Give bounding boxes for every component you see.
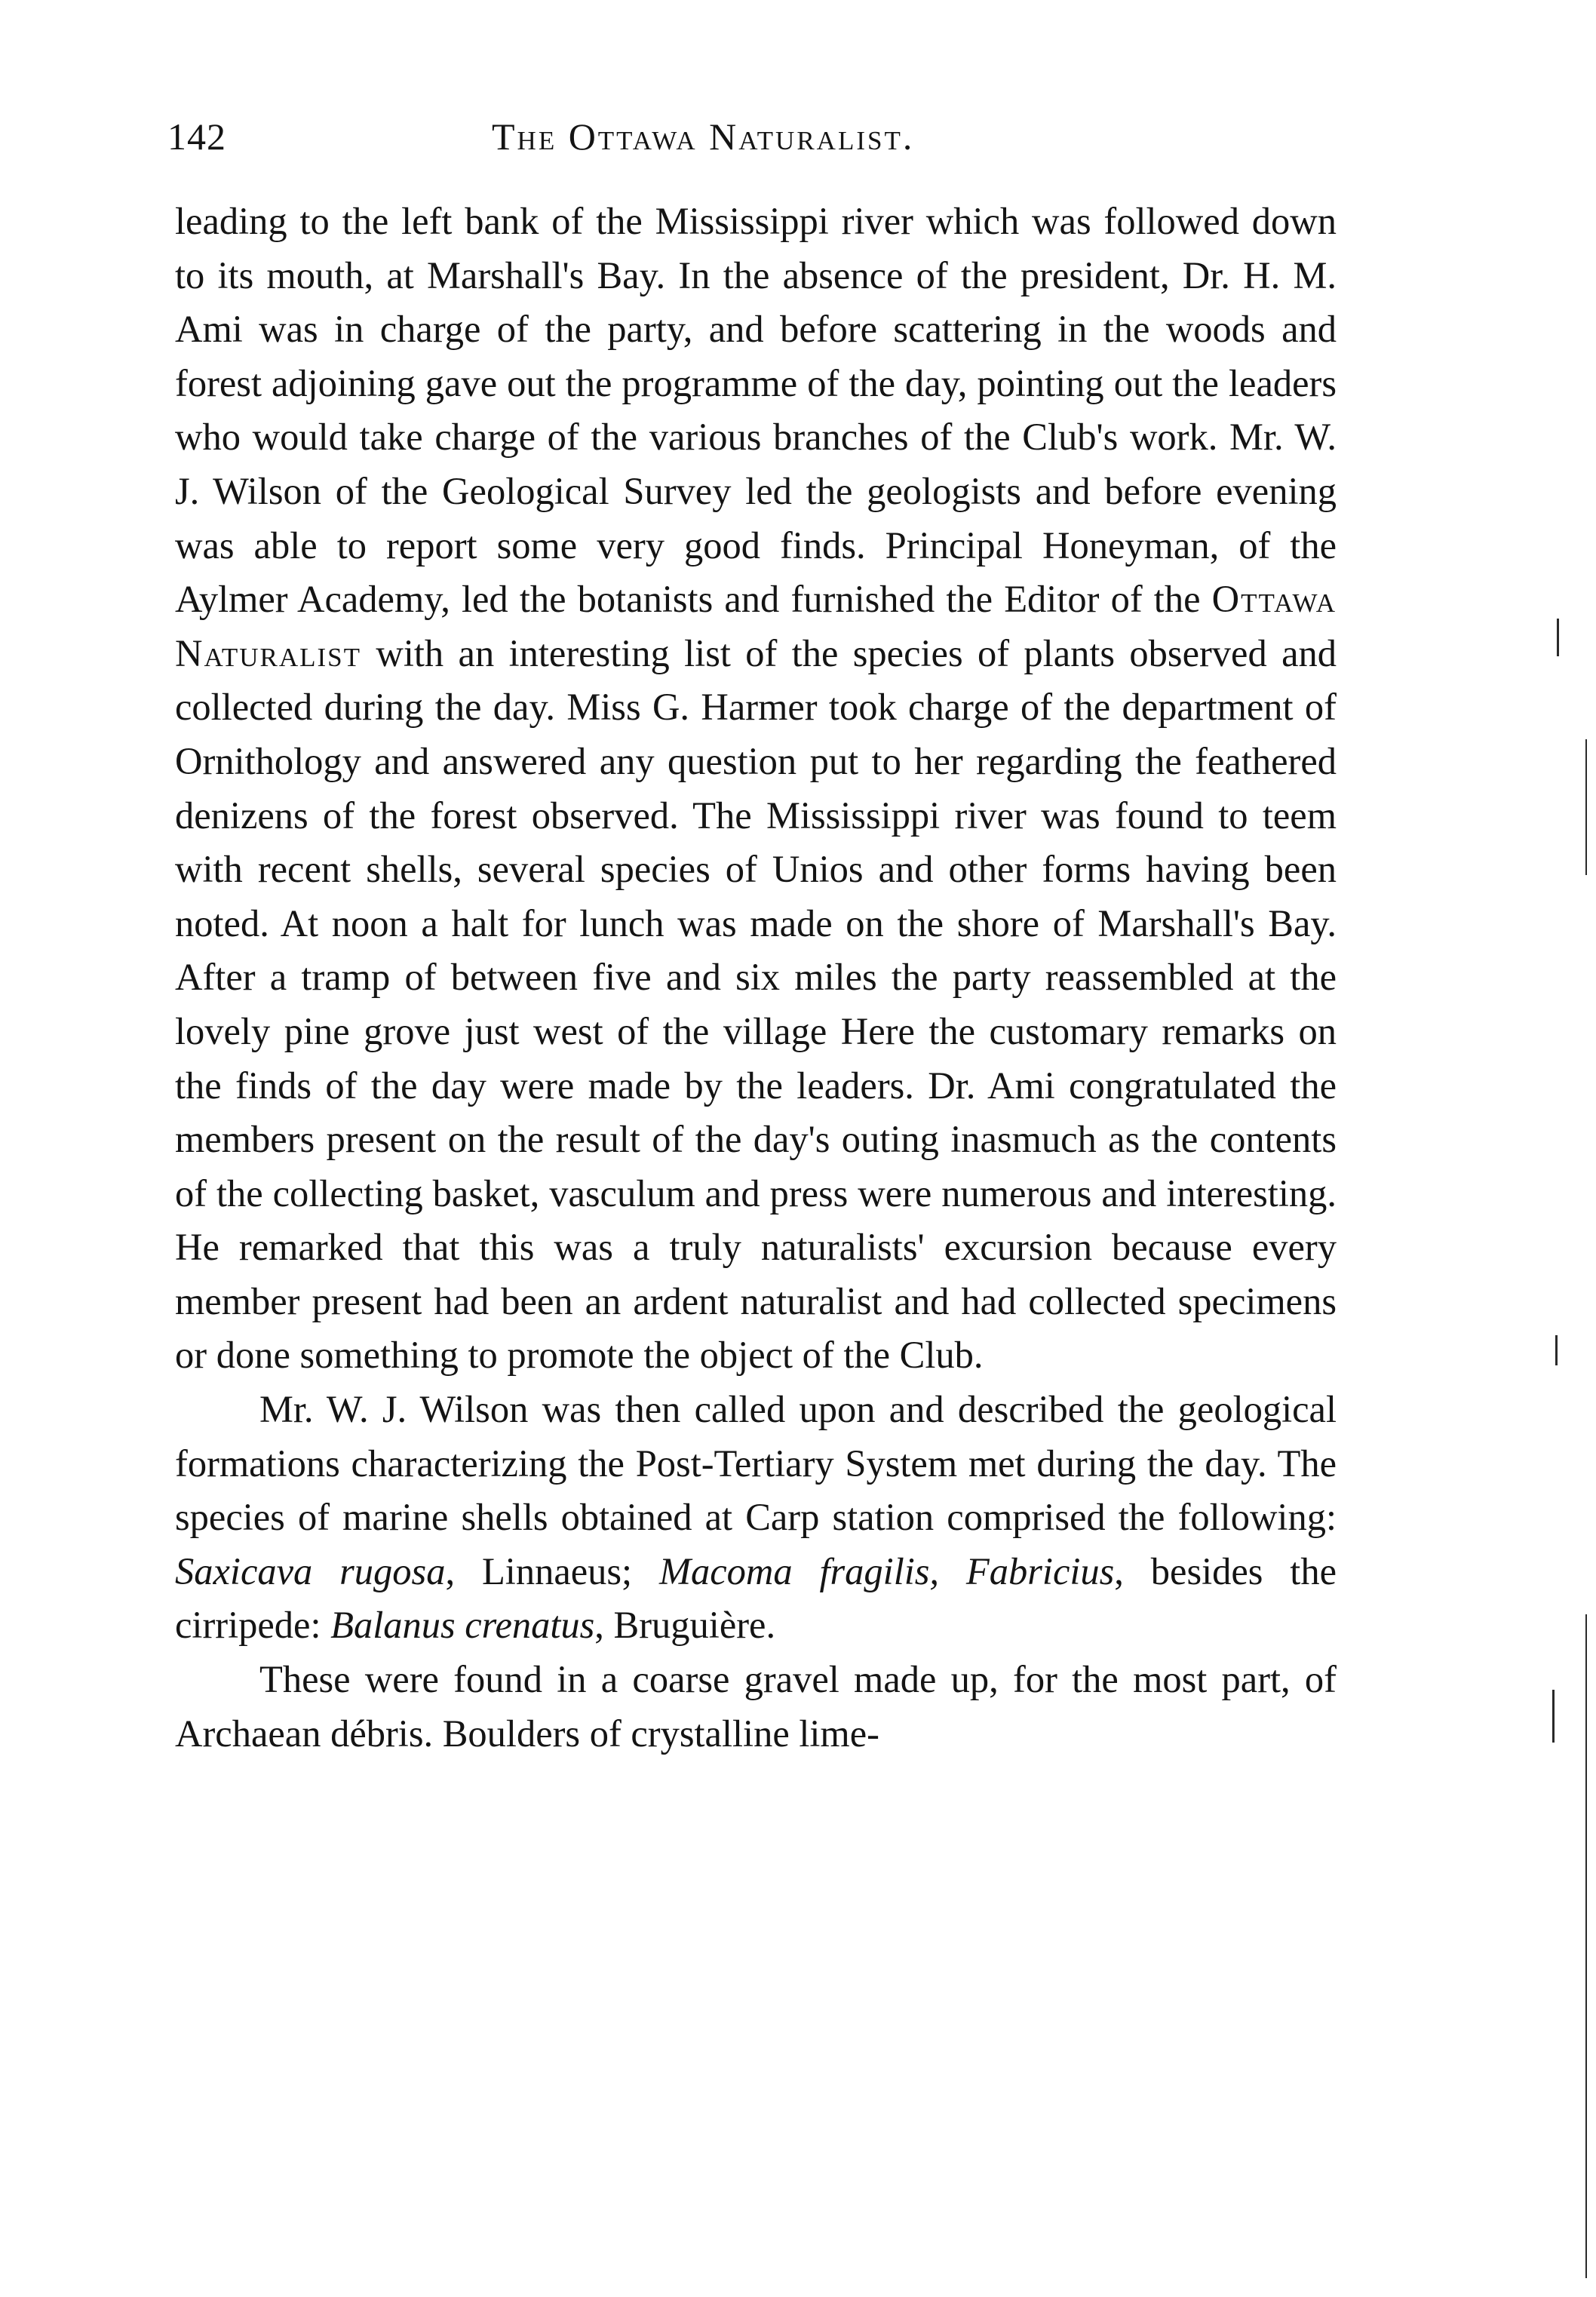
scan-speck (1555, 1335, 1558, 1365)
species-name: Macoma fragilis, Fabricius (658, 1549, 1115, 1592)
paragraph-text: , Bruguière. (594, 1604, 776, 1647)
paragraph-text: with an interesting list of the species of plants observed and collected during the day. Miss G. Harmer took charge of the department of Ornithology and answered any question put to her regarding the feathered denizens of the forest observed. The Mississippi river was found to teem with recent shells, several species of Unios and other forms having been noted. At noon a halt for lunch was made on the shore of Marshall's Bay. After a tramp of between five and six miles the party reassembled at the lovely pine grove just west of the village Here the customary remarks on the finds of the day were made by the leaders. Dr. Ami congratulated the members present on the result of the day's outing inasmuch as the contents of the collecting basket, vasculum and press were numerous and interesting. He remarked that this was a truly naturalists' excursion because every member present had been an ardent naturalist and had collected specimens or done something to promote the object of the Club. (175, 631, 1337, 1377)
scan-edge-line (1585, 739, 1587, 875)
scan-speck (1557, 619, 1559, 656)
species-name: Saxicava rugosa (175, 1549, 446, 1592)
journal-name: Ottawa Naturalist (175, 578, 1337, 674)
paragraph (175, 1383, 1337, 1653)
paragraph-text: leading to the left bank of the Mississippi river which was followed down to its mouth, at Marshall's Bay. In the absence of the president, Dr. H. M. Ami was in charge of the party, and before scattering in the woods and forest adjoining gave out the programme of the day, pointing out the leaders who would take charge of the various branches of the Club's work. Mr. W. J. Wilson of the Geological Survey led the geologists and before evening was able to report some very good finds. Principal Honeyman, of the Aylmer Academy, led the botanists and furnished the Editor of the (175, 200, 1337, 621)
scan-speck (1552, 1690, 1555, 1743)
paragraph-text: Mr. W. J. Wilson was then called upon and described the geological formations characterizing the Post-Tertiary System met during the day. The species of marine shells obtained at Carp station comprised the following: (175, 1388, 1337, 1539)
species-name: Balanus crenatus (330, 1604, 595, 1647)
paragraph (175, 195, 1337, 1383)
page-number: 142 (167, 115, 226, 158)
running-head: The Ottawa Naturalist. (492, 115, 915, 158)
paragraph-text: , Linnaeus; (445, 1549, 659, 1592)
body-text (175, 195, 1337, 1761)
paragraph (175, 1653, 1337, 1761)
paragraph-text: These were found in a coarse gravel made up, for the most part, of Archaean débris. Boulders of crystalline lime- (175, 1658, 1337, 1755)
page-header (167, 115, 1359, 175)
paragraph-text: , besides the cirripede: (175, 1549, 1337, 1647)
scan-edge-line (1585, 1614, 1587, 2278)
